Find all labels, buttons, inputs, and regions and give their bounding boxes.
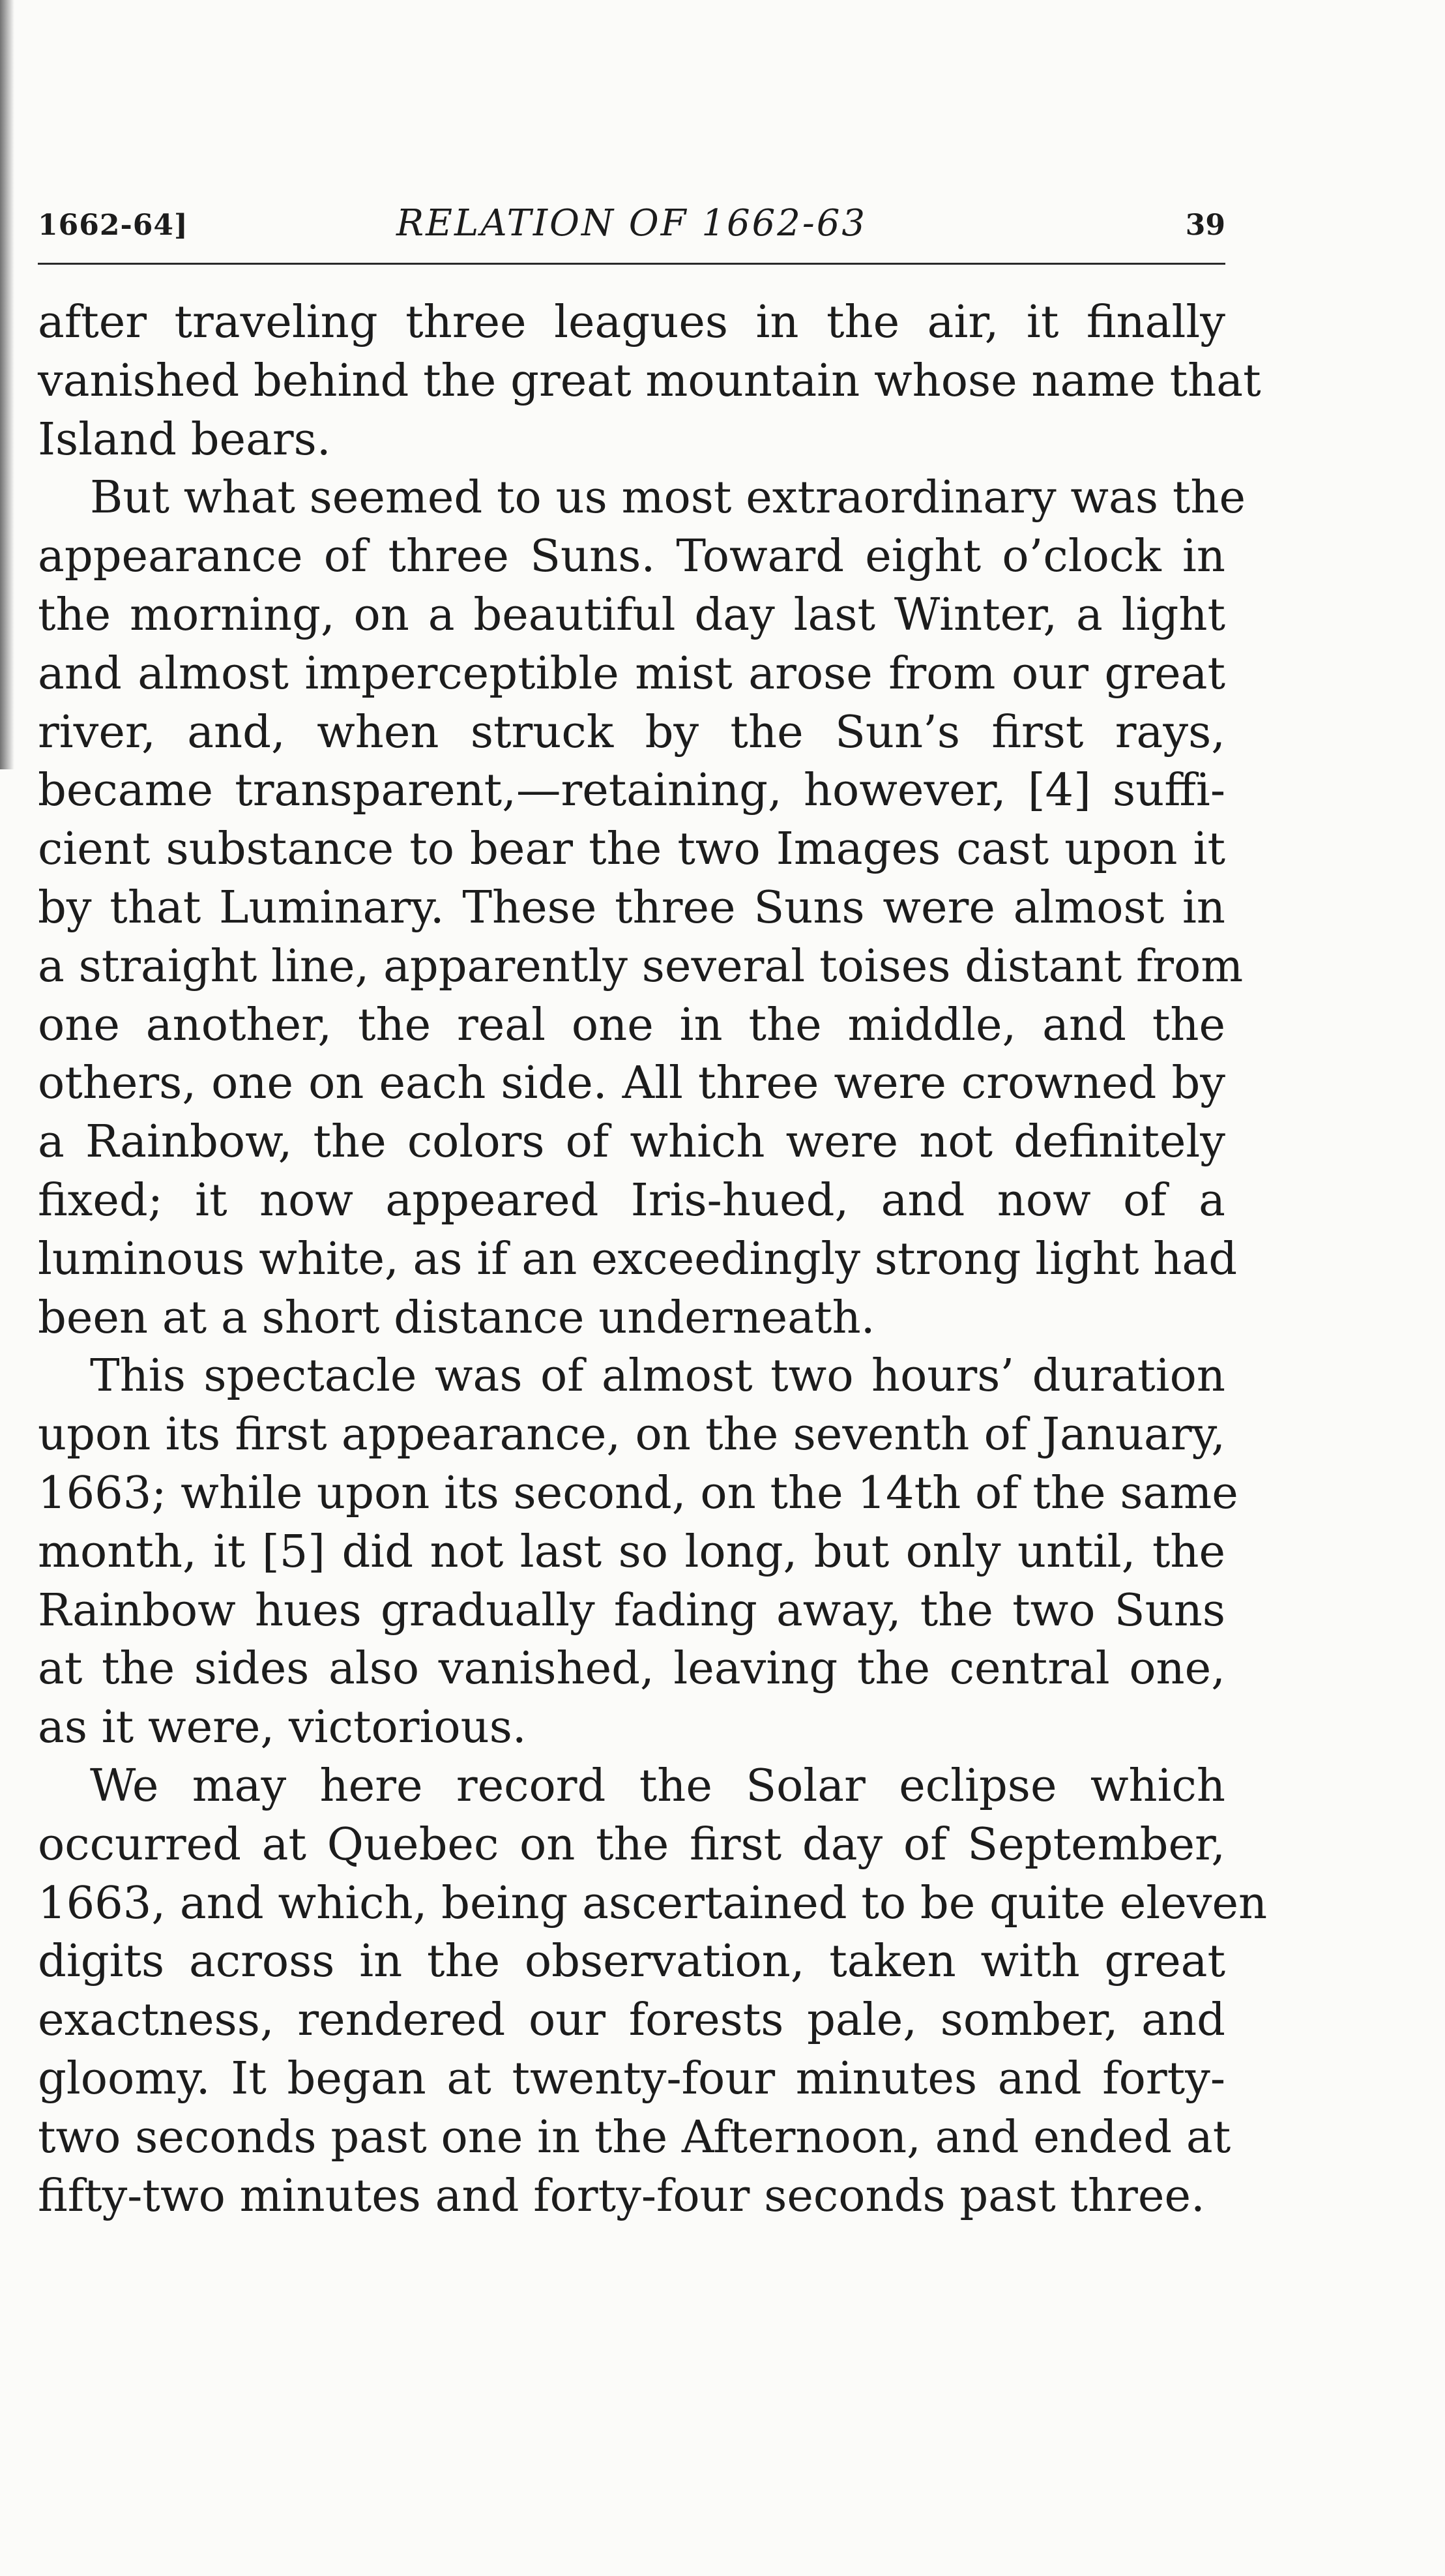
header-rule [38,263,1225,265]
text-line: the morning, on a beautiful day last Winter, a light [38,588,1225,641]
text-line: luminous white, as if an exceedingly strong light had [38,1232,1238,1285]
paragraph [38,1757,1268,2225]
text-line: digits across in the observation, taken with great [38,1935,1225,1988]
binding-edge-shadow [0,0,14,769]
text-line: 1663, and which, being ascertained to be quite eleven [38,1876,1268,1929]
text-line: a Rainbow, the colors of which were not definitely [38,1116,1225,1168]
text-line: We may here record the Solar eclipse which [90,1759,1225,1812]
text-line: others, one on each side. All three were crowned by [38,1057,1225,1110]
header-title: RELATION OF 1662-63 [396,202,868,244]
paragraph [38,469,1246,1347]
text-line: But what seemed to us most extraordinary was the [90,471,1246,524]
text-line: as it were, victorious. [38,1701,527,1754]
text-line: became transparent,—retaining, however, [4] suffi- [38,764,1225,817]
text-line: upon its first appearance, on the seventh of January, [38,1408,1225,1461]
page-number: 39 [1185,209,1225,242]
text-line: Island bears. [38,413,331,466]
text-line: appearance of three Suns. Toward eight o’clock in [38,530,1225,583]
text-line: gloomy. It began at twenty-four minutes and forty- [38,2052,1225,2105]
text-line: one another, the real one in the middle, and the [38,998,1225,1051]
text-line: fixed; it now appeared Iris-hued, and now of a [38,1174,1225,1226]
text-line: fifty-two minutes and forty-four seconds past three. [38,2169,1205,2222]
text-line: river, and, when struck by the Sun’s first rays, [38,705,1225,758]
text-line: and almost imperceptible mist arose from our great [38,647,1225,700]
text-line: occurred at Quebec on the first day of September, [38,1818,1225,1871]
text-line: by that Luminary. These three Suns were almost in [38,881,1225,934]
paragraph [38,293,1261,469]
text-line: two seconds past one in the Afternoon, and ended at [38,2110,1231,2163]
text-line: This spectacle was of almost two hours’ duration [90,1350,1225,1402]
text-line: 1663; while upon its second, on the 14th of the same [38,1466,1238,1519]
running-header [38,196,1225,261]
paragraph [38,1347,1238,1757]
body-text [38,293,1268,2225]
text-line: at the sides also vanished, leaving the central one, [38,1642,1225,1695]
text-line: Rainbow hues gradually fading away, the two Suns [38,1584,1225,1636]
text-line: a straight line, apparently several toises distant from [38,940,1244,992]
text-line: been at a short distance underneath. [38,1291,875,1344]
header-year-range: 1662-64] [38,209,188,242]
text-line: vanished behind the great mountain whose name that [38,354,1261,407]
text-line: month, it [5] did not last so long, but only until, the [38,1525,1225,1578]
text-line: after traveling three leagues in the air, it finally [38,296,1225,348]
text-line: exactness, rendered our forests pale, somber, and [38,1994,1225,2047]
text-line: cient substance to bear the two Images cast upon it [38,823,1225,876]
